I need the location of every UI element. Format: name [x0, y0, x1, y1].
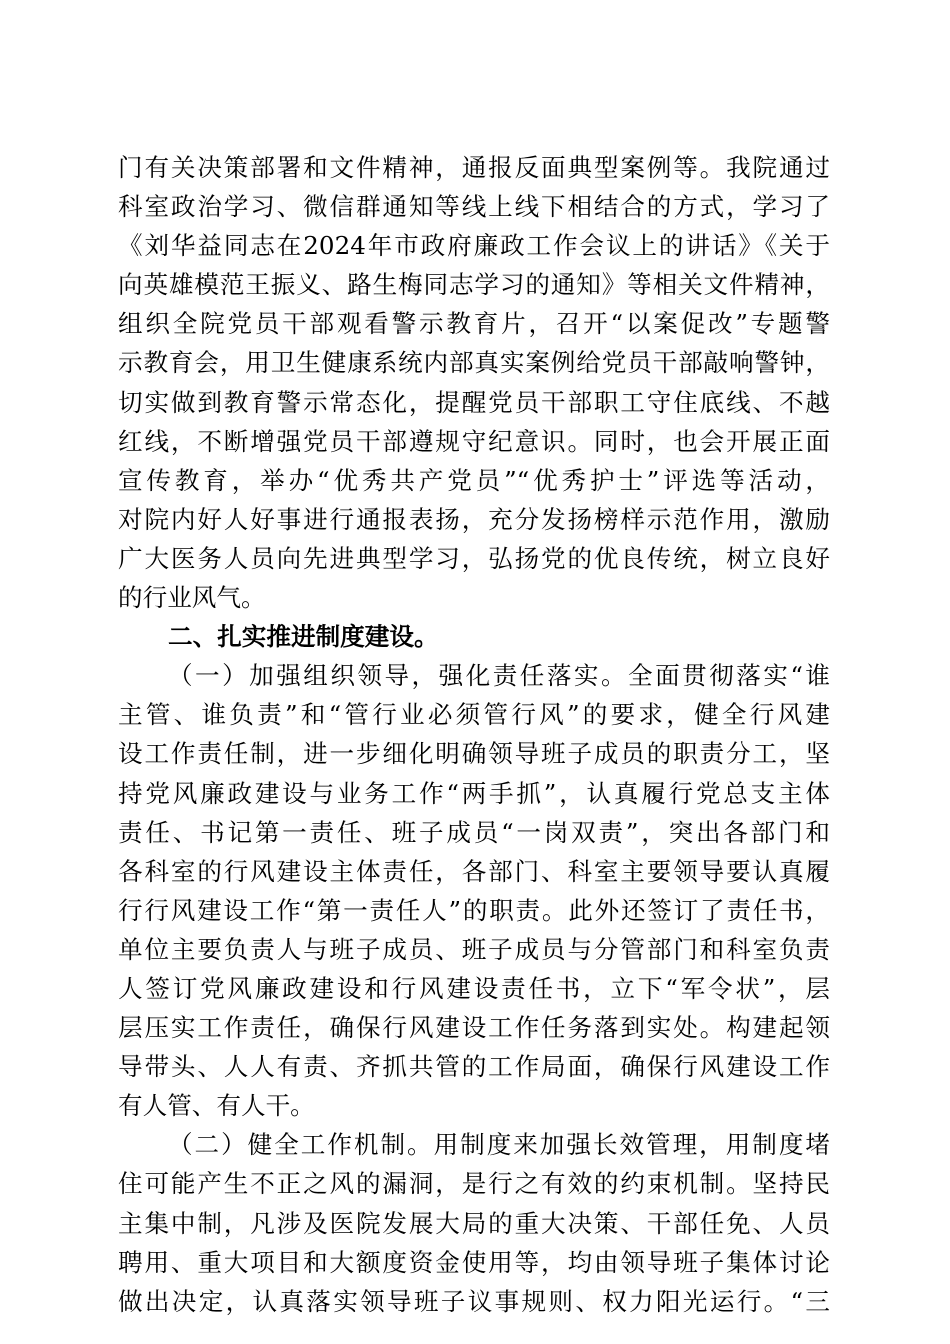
text-line: 门有关决策部署和文件精神，通报反面典型案例等。我院通过	[118, 153, 830, 182]
text-line: 住可能产生不正之风的漏洞，是行之有效的约束机制。坚持民	[118, 1169, 830, 1199]
text-line: 持党风廉政建设与业务工作“两手抓”，认真履行党总支主体	[118, 778, 830, 808]
text-line: 导带头、人人有责、齐抓共管的工作局面，确保行风建设工作	[118, 1052, 830, 1082]
text-line: 示教育会，用卫生健康系统内部真实案例给党员干部敲响警钟，	[118, 348, 830, 378]
text-line: 组织全院党员干部观看警示教育片，召开“以案促改”专题警	[118, 309, 830, 339]
text-line: 有人管、有人干。	[118, 1091, 315, 1121]
text-line: 各科室的行风建设主体责任，各部门、科室主要领导要认真履	[118, 856, 830, 886]
text-line: 的行业风气。	[118, 583, 266, 613]
text-line: 单位主要负责人与班子成员、班子成员与分管部门和科室负责	[118, 934, 830, 964]
text-line: 向英雄模范王振义、路生梅同志学习的通知》等相关文件精神，	[118, 270, 830, 300]
text-line: 主管、谁负责”和“管行业必须管行风”的要求，健全行风建	[118, 700, 830, 730]
paragraph-3	[118, 1125, 830, 1320]
text-line: （二）健全工作机制。用制度来加强长效管理，用制度堵	[168, 1130, 830, 1160]
text-line: （一）加强组织领导，强化责任落实。全面贯彻落实“谁	[168, 661, 830, 691]
text-line: 广大医务人员向先进典型学习，弘扬党的优良传统，树立良好	[118, 543, 830, 573]
text-line: 行行风建设工作“第一责任人”的职责。此外还签订了责任书，	[118, 895, 830, 925]
text-line: 责任、书记第一责任、班子成员“一岗双责”，突出各部门和	[118, 817, 830, 847]
section-heading	[118, 617, 830, 656]
text-line: 红线，不断增强党员干部遵规守纪意识。同时，也会开展正面	[118, 426, 830, 456]
text-line: 人签订党风廉政建设和行风建设责任书，立下“军令状”，层	[118, 973, 830, 1003]
text-line: 做出决定，认真落实领导班子议事规则、权力阳光运行。“三	[118, 1286, 830, 1316]
text-line: 主集中制，凡涉及医院发展大局的重大决策、干部任免、人员	[118, 1208, 830, 1238]
heading-text: 二、扎实推进制度建设。	[168, 622, 439, 652]
text-line: 科室政治学习、微信群通知等线上线下相结合的方式，学习了	[118, 192, 830, 222]
text-line: 聘用、重大项目和大额度资金使用等，均由领导班子集体讨论	[118, 1247, 830, 1277]
text-line: 对院内好人好事进行通报表扬，充分发扬榜样示范作用，激励	[118, 504, 830, 534]
text-line: 切实做到教育警示常态化，提醒党员干部职工守住底线、不越	[118, 387, 830, 417]
text-line: 宣传教育，举办“优秀共产党员”“优秀护士”评选等活动，	[118, 465, 830, 495]
text-line: 设工作责任制，进一步细化明确领导班子成员的职责分工，坚	[118, 739, 830, 769]
paragraph-2	[118, 656, 830, 1125]
text-line: 层压实工作责任，确保行风建设工作任务落到实处。构建起领	[118, 1013, 830, 1043]
document-body	[118, 148, 830, 1321]
paragraph-1	[118, 148, 830, 617]
text-line: 《刘华益同志在2024年市政府廉政工作会议上的讲话》《关于	[118, 231, 830, 261]
